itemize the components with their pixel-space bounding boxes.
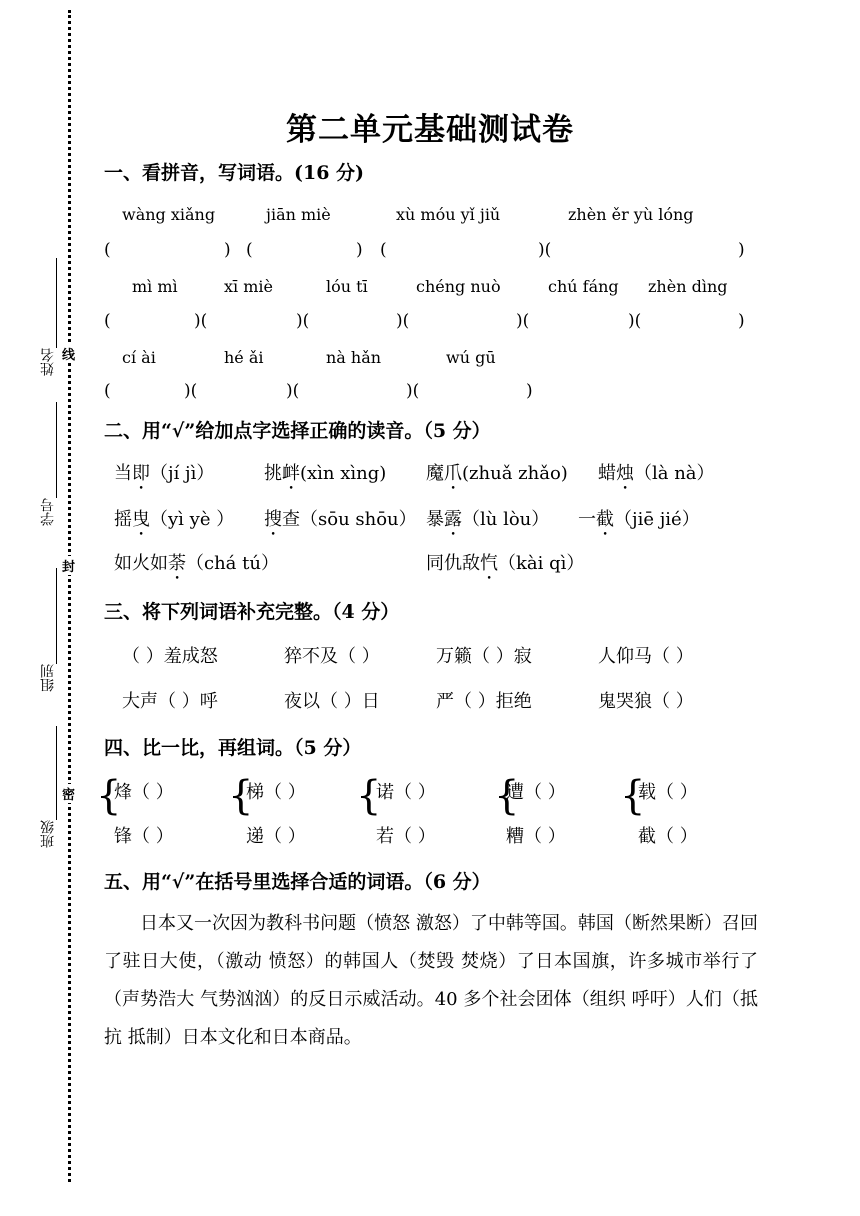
pinyin-item: chú fáng — [548, 277, 619, 296]
brace: { — [96, 773, 122, 819]
section4-heading: 四、比一比，再组词。（5 分） — [104, 737, 362, 759]
seal-mi: 密 — [62, 784, 75, 803]
answer-paren[interactable]: )( — [194, 311, 208, 331]
pinyin-item: zhèn dìng — [648, 277, 728, 296]
answer-paren[interactable]: )( — [296, 311, 310, 331]
compare-word[interactable]: 锋（ ） — [114, 826, 174, 847]
compare-word[interactable]: 递（ ） — [246, 826, 306, 847]
compare-word[interactable]: 若（ ） — [376, 826, 436, 847]
group-field-line — [56, 568, 57, 664]
idiom-blank[interactable]: 鬼哭狼（ ） — [598, 691, 694, 712]
idiom-blank[interactable]: 万籁（ ）寂 — [436, 646, 532, 667]
answer-paren[interactable]: )( — [396, 311, 410, 331]
answer-paren[interactable]: ) — [526, 381, 533, 401]
seal-feng: 封 — [62, 556, 75, 575]
number-field-line — [56, 402, 57, 498]
answer-paren[interactable]: )( — [628, 311, 642, 331]
section2-heading: 二、用“√”给加点字选择正确的读音。（5 分） — [104, 420, 491, 442]
answer-paren[interactable]: ) — [738, 311, 745, 331]
pinyin-item: chéng nuò — [416, 277, 501, 296]
brace: { — [228, 773, 254, 819]
group-label: 组别 — [40, 664, 56, 692]
reading-item[interactable]: 暴露（lù lòu） — [426, 509, 550, 530]
answer-paren[interactable]: )( — [538, 240, 552, 260]
answer-paren[interactable]: )( — [516, 311, 530, 331]
pinyin-item: xī miè — [224, 277, 273, 296]
reading-item[interactable]: 如火如荼（chá tú） — [114, 553, 279, 574]
section1-heading: 一、看拼音，写词语。(16 分) — [104, 162, 365, 184]
pinyin-item: zhèn ěr yù lóng — [568, 205, 694, 224]
name-label: 姓名 — [40, 348, 56, 376]
compare-word[interactable]: 遭（ ） — [506, 782, 566, 803]
reading-item[interactable]: 摇曳（yì yè ） — [114, 509, 235, 530]
brace: { — [494, 773, 520, 819]
number-label: 学号 — [40, 498, 56, 526]
brace: { — [356, 773, 382, 819]
class-label: 班级 — [40, 820, 56, 848]
reading-item[interactable]: 同仇敌忾（kài qì） — [426, 553, 585, 574]
idiom-blank[interactable]: （ ）羞成怒 — [122, 646, 218, 667]
pinyin-item: lóu tī — [326, 277, 368, 296]
section3-heading: 三、将下列词语补充完整。（4 分） — [104, 601, 400, 623]
pinyin-item: mì mì — [132, 277, 178, 296]
answer-paren[interactable]: ( — [104, 240, 111, 260]
answer-paren[interactable]: ( — [104, 311, 111, 331]
idiom-blank[interactable]: 猝不及（ ） — [284, 646, 380, 667]
page-title: 第二单元基础测试卷 — [286, 112, 574, 148]
section5-heading: 五、用“√”在括号里选择合适的词语。（6 分） — [104, 871, 491, 893]
passage[interactable]: 日本又一次因为教科书问题（愤怒 激怒）了中韩等国。韩国（断然果断）召回了驻日大使，（激动 愤怒）的韩国人（焚毁 焚烧）了日本国旗，许多城市举行了（声势浩大 气势汹汹）的反日示威活动。40 多个社会团体（组织 呼吁）人们（抵抗 抵制）日本文化和日本商品。 — [104, 913, 758, 1048]
pinyin-item: wú gū — [446, 348, 496, 367]
compare-word[interactable]: 截（ ） — [638, 826, 698, 847]
compare-word[interactable]: 烽（ ） — [114, 782, 174, 803]
compare-word[interactable]: 梯（ ） — [246, 782, 306, 803]
answer-paren[interactable]: ) — [356, 240, 363, 260]
reading-item[interactable]: 搜查（sōu shōu） — [264, 509, 417, 530]
compare-word[interactable]: 载（ ） — [638, 782, 698, 803]
class-field-line — [56, 726, 57, 820]
reading-item[interactable]: 蜡烛（là nà） — [598, 463, 715, 484]
reading-item[interactable]: 一截（jiē jié） — [578, 509, 700, 530]
answer-paren[interactable]: ) — [224, 240, 231, 260]
pinyin-item: cí ài — [122, 348, 156, 367]
reading-item[interactable]: 挑衅(xìn xìng) — [264, 463, 387, 484]
pinyin-item: wàng xiǎng — [122, 205, 216, 224]
idiom-blank[interactable]: 夜以（ ）日 — [284, 691, 380, 712]
reading-item[interactable]: 魔爪(zhuǎ zhǎo) — [426, 463, 568, 484]
compare-word[interactable]: 诺（ ） — [376, 782, 436, 803]
pinyin-item: jiān miè — [266, 205, 331, 224]
answer-paren[interactable]: ) — [738, 240, 745, 260]
binding-dotted-line — [68, 10, 71, 1182]
answer-paren[interactable]: )( — [406, 381, 420, 401]
idiom-blank[interactable]: 人仰马（ ） — [598, 646, 694, 667]
pinyin-item: hé ǎi — [224, 348, 264, 367]
answer-paren[interactable]: ( — [380, 240, 387, 260]
pinyin-item: xù móu yǐ jiǔ — [396, 205, 501, 224]
idiom-blank[interactable]: 严（ ）拒绝 — [436, 691, 532, 712]
idiom-blank[interactable]: 大声（ ）呼 — [122, 691, 218, 712]
answer-paren[interactable]: ( — [104, 381, 111, 401]
pinyin-item: nà hǎn — [326, 348, 382, 367]
answer-paren[interactable]: )( — [184, 381, 198, 401]
answer-paren[interactable]: )( — [286, 381, 300, 401]
name-field-line — [56, 258, 57, 348]
answer-paren[interactable]: ( — [246, 240, 253, 260]
compare-word[interactable]: 糟（ ） — [506, 826, 566, 847]
brace: { — [620, 773, 646, 819]
reading-item[interactable]: 当即（jí jì） — [114, 463, 215, 484]
seal-xian: 线 — [62, 344, 75, 363]
